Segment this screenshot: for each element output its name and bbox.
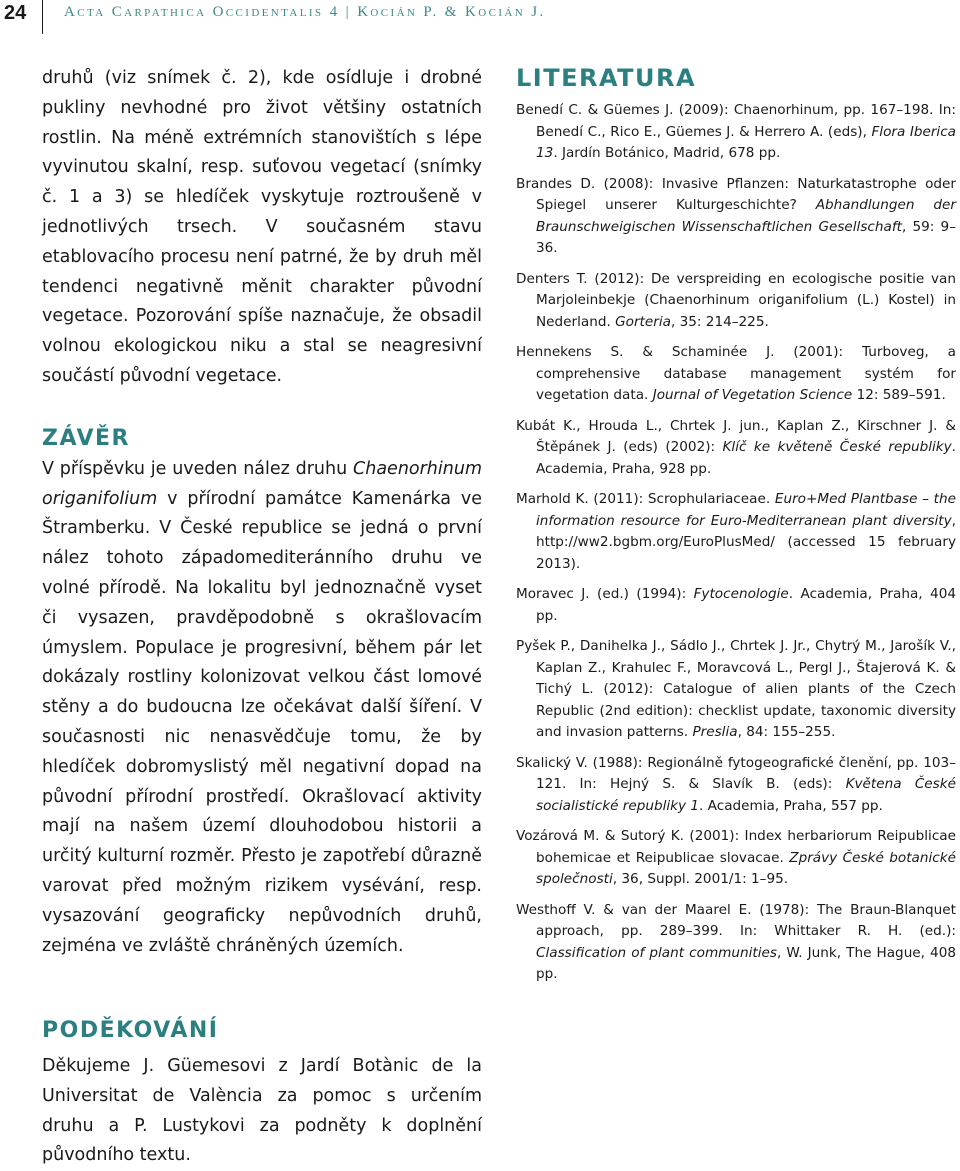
reference-text: Skalický V. (1988): Regionálně fytogeografické členění, pp. 103–121. In: Hejný S. & Slavík B. (eds):: [516, 754, 956, 792]
reference-text-end: , 84: 155–255.: [737, 724, 836, 740]
reference-italic: Květena České socialistické republiky 1: [536, 776, 956, 814]
podekovani-heading: PODĚKOVÁNÍ: [42, 1018, 219, 1043]
zaver-paragraph: [42, 455, 482, 962]
reference-item: [516, 753, 956, 818]
reference-text: Westhoff V. & van der Maarel E. (1978): The Braun-Blanquet approach, pp. 289–399. In: Whittaker R. H. (ed.):: [516, 901, 956, 939]
reference-text: Benedí C. & Güemes J. (2009): Chaenorhinum, pp. 167–198. In: Benedí C., Rico E., Güemes J. & Herrero A. (eds),: [516, 102, 956, 140]
reference-text-end: . Jardín Botánico, Madrid, 678 pp.: [553, 145, 781, 161]
reference-text: Marhold K. (2011): Scrophulariaceae.: [516, 491, 775, 507]
intro-paragraph: druhů (viz snímek č. 2), kde osídluje i drobné pukliny nevhodné pro život většiny ostatních rostlin. Na méně extrémních stanovištích s lépe vyvinutou skalní, resp. suťovou vegetací (snímky č. 1 a 3) se hledíček vyskytuje roztroušeně v jednotlivých trsech. V současném stavu etablovacího procesu není patrné, že by druh měl tendenci negativně měnit charakter původní vegetace. Pozorování spíše naznačuje, že obsadil volnou ekologickou niku a stal se neagresivní součástí původní vegetace.: [42, 68, 482, 386]
reference-text-end: . Academia, Praha, 928 pp.: [536, 439, 956, 477]
species-name: Chaenorhinum origanifolium: [42, 458, 482, 509]
reference-text: Pyšek P., Danihelka J., Sádlo J., Chrtek J. Jr., Chytrý M., Jarošík V., Kaplan Z., Krahulec F., Moravcová L., Pergl J., Štajerová K. & Tichý L. (2012): Catalogue of alien plants of the Czech Republic (2nd edition): checklist update, taxonomic diversity and invasion patterns.: [516, 638, 956, 740]
right-column: [516, 64, 956, 995]
reference-list: [516, 100, 956, 986]
reference-italic: Classification of plant communities: [536, 944, 777, 961]
podekovani-paragraph: Děkujeme J. Güemesovi z Jardí Botànic de la Universitat de València za pomoc s určením druhu a P. Lustykovi za podněty k doplnění původního textu.: [42, 1056, 482, 1166]
reference-item: [516, 174, 956, 260]
reference-item: [516, 416, 956, 481]
literatura-heading: LITERATURA: [516, 64, 697, 92]
reference-item: [516, 636, 956, 744]
reference-item: [516, 584, 956, 627]
left-column: [42, 64, 482, 961]
reference-text-end: , 59: 9–36.: [536, 218, 956, 256]
reference-text: Moravec J. (ed.) (1994):: [516, 586, 694, 602]
reference-text: Kubát K., Hrouda L., Chrtek J. jun., Kaplan Z., Kirschner J. & Štěpánek J. (eds) (2002):: [516, 417, 956, 455]
reference-italic: Klíč ke květeně České republiky: [722, 439, 952, 455]
reference-text-end: , 35: 214–225.: [670, 313, 769, 330]
reference-text-end: . Academia, Praha, 557 pp.: [699, 797, 883, 814]
reference-text-end: 12: 589–591.: [852, 387, 946, 403]
page-number: 24: [4, 2, 27, 24]
page-header: [0, 0, 960, 36]
reference-text-end: , http://ww2.bgbm.org/EuroPlusMed/ (accessed 15 february 2013).: [536, 512, 956, 572]
reference-italic: Journal of Vegetation Science: [652, 387, 853, 403]
running-head: Acta Carpathica Occidentalis 4 | Kocián P. & Kocián J.: [64, 4, 546, 20]
reference-text: Hennekens S. & Schaminée J. (2001): Turboveg, a comprehensive database management systém for vegetation data.: [516, 344, 956, 403]
reference-text: Vozárová M. & Sutorý K. (2001): Index herbariorum Reipublicae bohemicae et Reipublicae slovacae.: [516, 828, 956, 866]
reference-item: [516, 489, 956, 575]
reference-italic: Flora Iberica 13: [536, 123, 957, 161]
reference-italic: Euro+Med Plantbase – the information resource for Euro-Mediterranean plant diversity: [536, 491, 956, 529]
zaver-text-after: v přírodní památce Kamenárka ve Štramberku. V České republice se jedná o první nález tohoto západomediteránního druhu ve volné přírodě. Na lokalitu byl jednoznačně vyset či vysazen, pravděpodobně s okrašlovacím úmyslem. Populace je progresivní, během pár let dokázaly rostliny kolonizovat velkou část lomové stěny a do budoucna lze očekávat další šíření. V současnosti nic nenasvědčuje tomu, že by hledíček dobromyslistý měl negativní dopad na původní přírodní prostředí. Okrašlovací aktivity mají na našem území dlouhodobou historii a určitý kulturní rozměr. Přesto je zapotřebí důrazně varovat před možným rizikem vysévání, resp. vysazování geograficky nepůvodních druhů, zejména ve zvláště chráněných územích.: [42, 488, 482, 956]
reference-italic: Abhandlungen der Braunschweigischen Wissenschaftlichen Gesellschaft: [536, 197, 956, 235]
reference-item: [516, 100, 956, 165]
zaver-heading: ZÁVĚR: [42, 425, 130, 451]
zaver-text-before: V příspěvku je uveden nález druhu: [42, 458, 354, 479]
reference-item: [516, 269, 956, 334]
reference-item: [516, 900, 956, 986]
reference-text-end: , W. Junk, The Hague, 408 pp.: [536, 944, 957, 982]
reference-italic: Preslia: [692, 724, 738, 740]
reference-text: Denters T. (2012): De verspreiding en ecologische positie van Marjoleinbekje (Chaenorhinum origanifolium (L.) Kostel) in Nederland.: [516, 270, 956, 330]
reference-text-end: . Academia, Praha, 404 pp.: [536, 586, 956, 624]
reference-italic: Fytocenologie: [693, 586, 789, 602]
reference-text: Brandes D. (2008): Invasive Pflanzen: Naturkatastrophe oder Spiegel unserer Kulturgeschichte?: [516, 175, 956, 213]
reference-italic: Zprávy České botanické společnosti: [536, 849, 956, 887]
header-divider: [42, 0, 43, 34]
reference-italic: Gorteria: [615, 313, 671, 330]
reference-text-end: , 36, Suppl. 2001/1: 1–95.: [612, 871, 789, 887]
reference-item: [516, 342, 956, 407]
reference-item: [516, 826, 956, 891]
